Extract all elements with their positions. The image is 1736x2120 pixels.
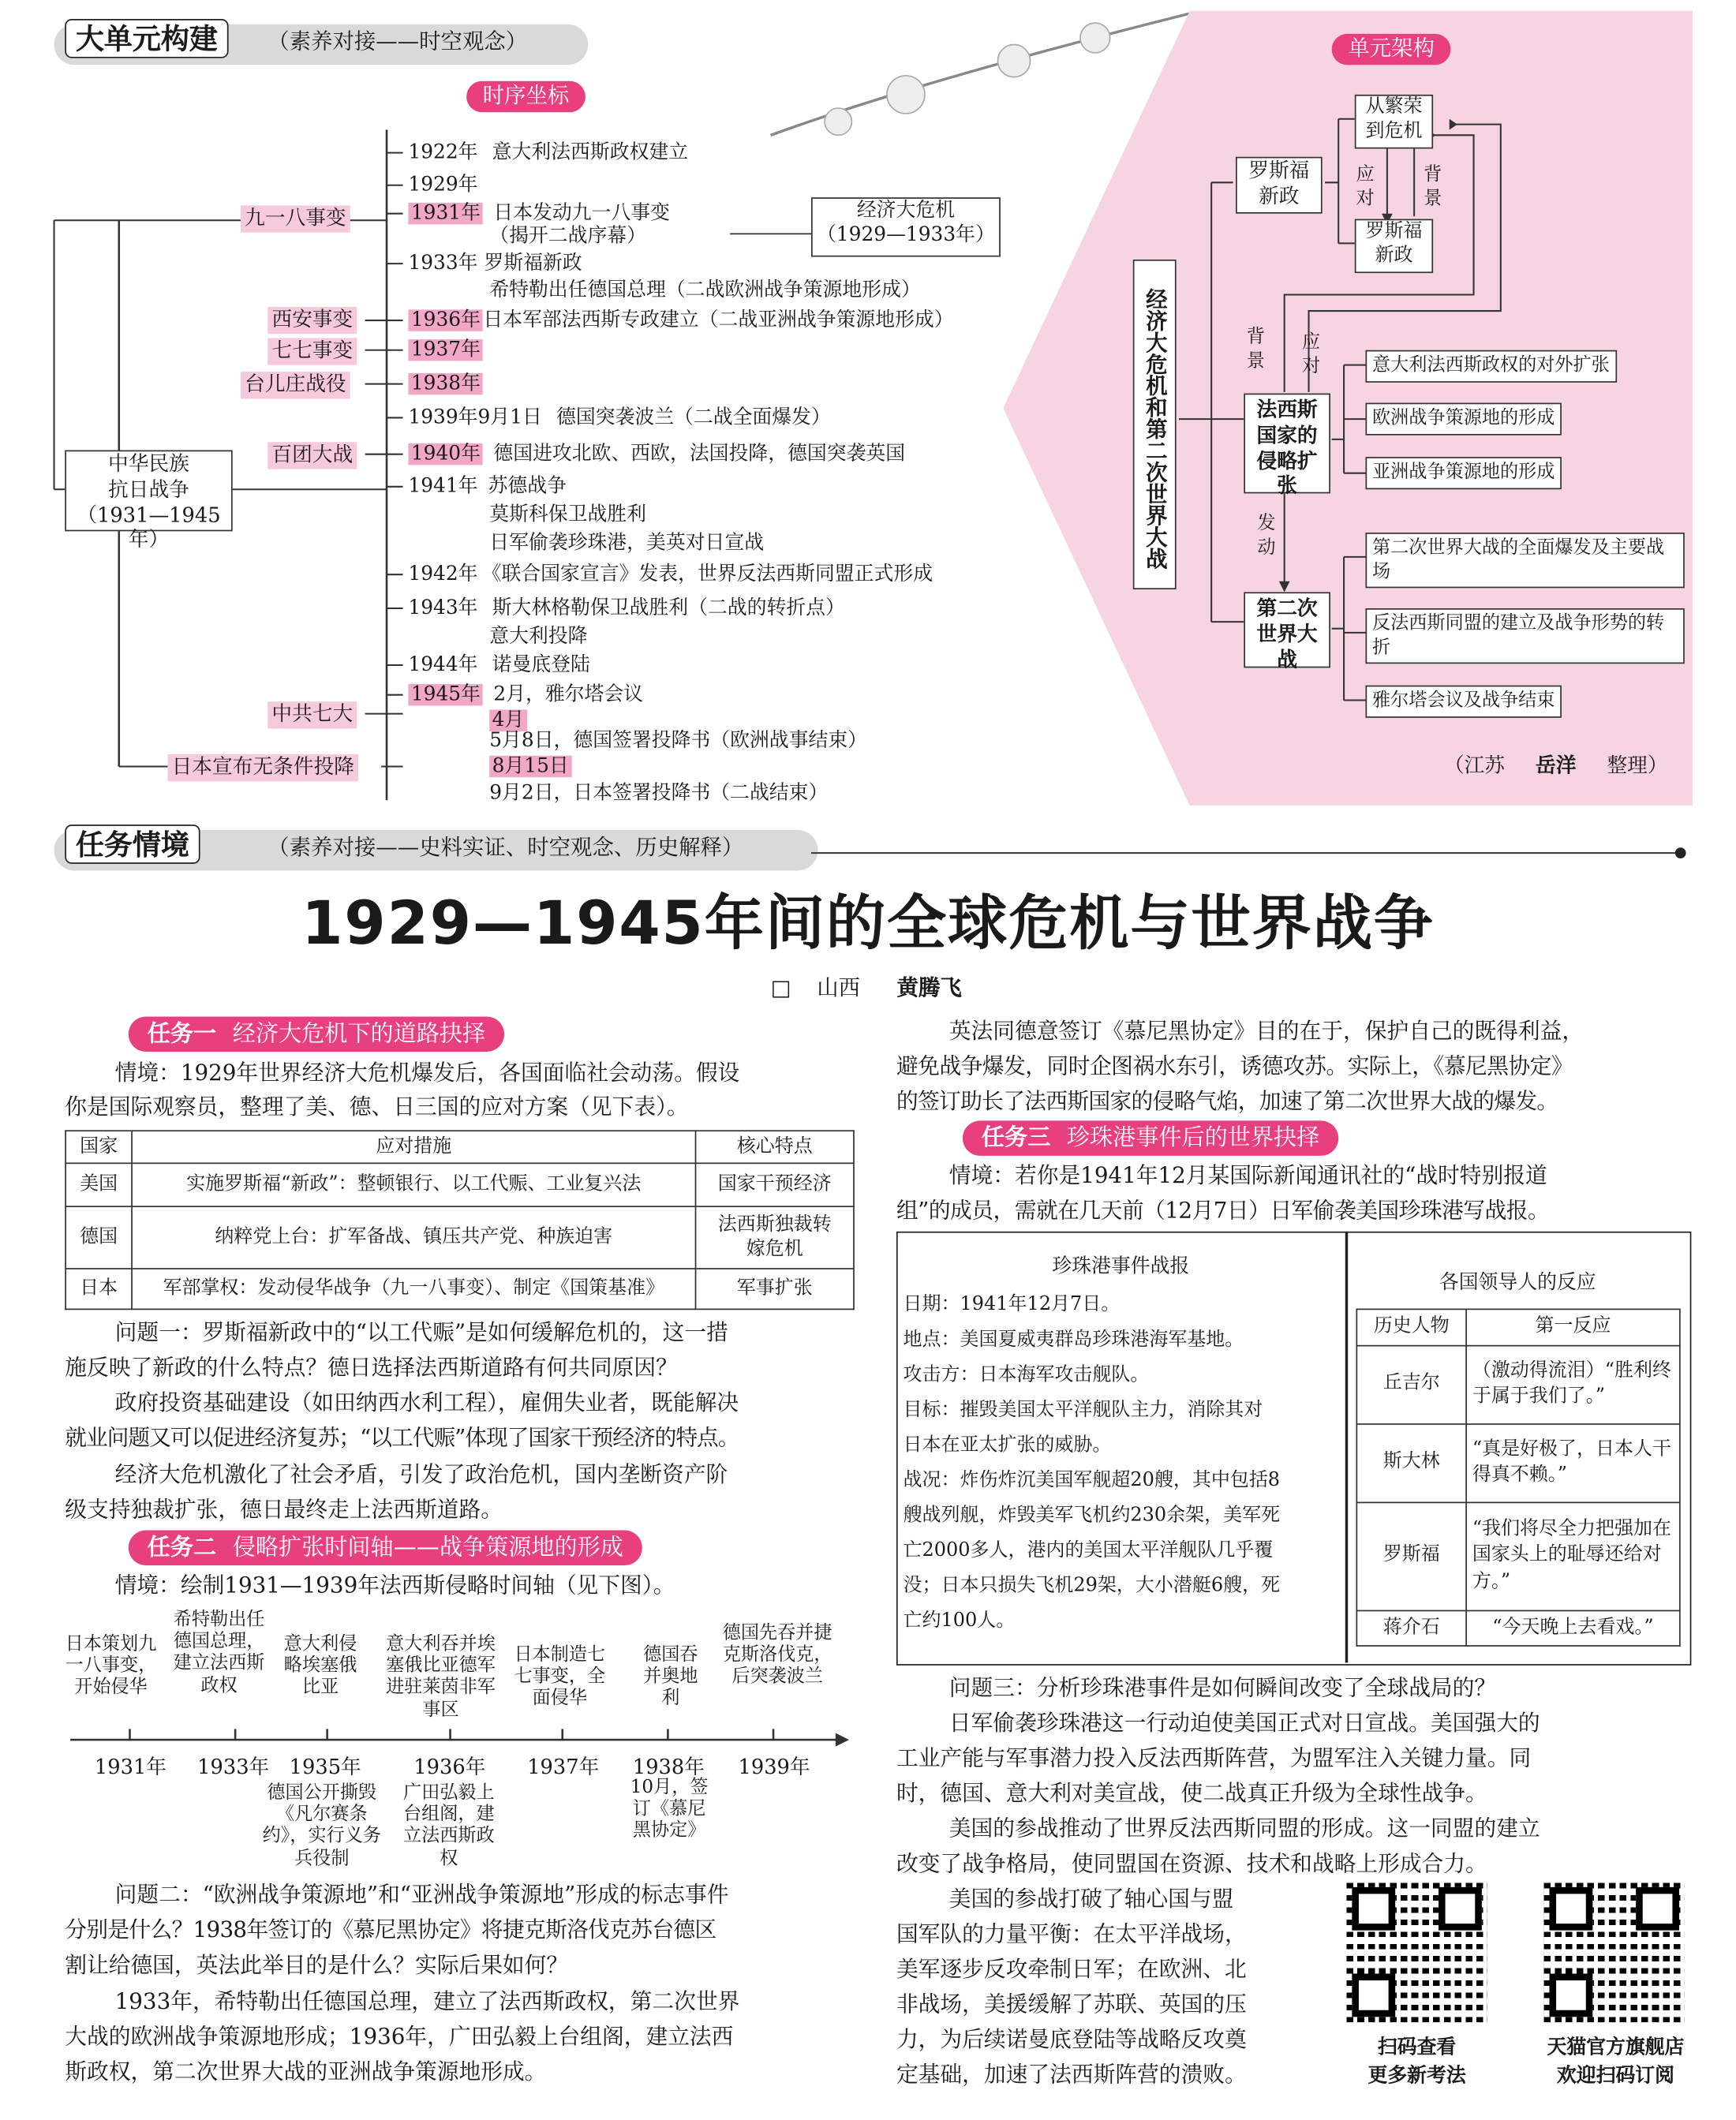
qr-code-left[interactable] — [1346, 1882, 1487, 2022]
t2-year-1936: 1936年 — [413, 1754, 486, 1779]
ww2-item-2-text: 反法西斯同盟的建立及战争形势的转折 — [1372, 612, 1665, 658]
q3-text: 问题三：分析珍珠港事件是如何瞬间改变了全球战局的？ — [948, 1674, 1497, 1701]
structure-launch-label: 发动 — [1257, 512, 1276, 559]
tl-year: 1944年 — [408, 654, 478, 676]
task2-a2-3 — [65, 2055, 546, 2090]
crisis-box-line1: 经济大危机 — [856, 200, 956, 222]
structure-respond2-label: 应对 — [1301, 331, 1321, 378]
qr-code-right[interactable] — [1544, 1882, 1685, 2022]
a3-3-text: 时，德国、意大利对美宣战，使二战真正升级为全球性战争。 — [896, 1780, 1487, 1807]
ww2-item-1 — [1365, 533, 1684, 588]
task1-intro-1-text: 情境：1929年世界经济大危机爆发后，各国面临社会动荡。假设 — [114, 1060, 740, 1086]
right-p1-3 — [896, 1084, 1558, 1120]
t2-year-1938: 1938年 — [632, 1754, 705, 1779]
t2-below-1935 — [260, 1782, 384, 1869]
tl-year: 1933年 — [408, 252, 478, 275]
a2-1-text: 1933年，希特勒出任德国总理，建立了法西斯政权，第二次世界 — [114, 1988, 740, 2014]
crisis-box-line2: （1929—1933年） — [817, 224, 995, 247]
qr-right-caption — [1514, 2035, 1717, 2092]
a2-2-text: 大战的欧洲战争策源地形成；1936年，广田弘毅上台组阁，建立法西 — [65, 2023, 734, 2050]
task3-a3-5 — [896, 1846, 1487, 1882]
a3-5-text: 改变了战争格局，使同盟国在资源、技术和战略上形成合力。 — [896, 1850, 1487, 1877]
ww2-label: 第二次世界大战 — [1256, 596, 1318, 671]
q1-1-text: 问题一：罗斯福新政中的“以工代赈”是如何缓解危机的，这一措 — [114, 1319, 728, 1345]
tl-year: 1943年 — [408, 597, 478, 619]
tl-year: 1937年 — [408, 339, 483, 361]
task1-label: 任务一 — [147, 1020, 217, 1048]
tl-year: 1936年 — [408, 309, 483, 331]
a2-3-text: 斯政权，第二次世界大战的亚洲战争策源地形成。 — [65, 2058, 547, 2084]
article-title: 1929—1945年间的全球危机与世界战争 — [301, 889, 1435, 959]
event-7th-congress: 中共七大 — [268, 701, 357, 727]
structure-fascist-box — [1244, 394, 1330, 498]
report-title: 珍珠港事件战报 — [1052, 1255, 1190, 1278]
structure-ww2-box — [1244, 592, 1330, 671]
task1-intro-2-text: 你是国际观察员，整理了美、德、日三国的应对方案（见下表）。 — [65, 1094, 689, 1120]
task1-intro-2 — [65, 1090, 862, 1125]
qr-right-line2: 欢迎扫码订阅 — [1556, 2065, 1674, 2088]
structure-background-label: 背景 — [1424, 163, 1442, 210]
tl-year: 1938年 — [408, 373, 483, 394]
task2-q2-1 — [115, 1878, 729, 1913]
structure-prosperity-box — [1355, 95, 1433, 149]
r-roosevelt: 罗斯福 — [1356, 1502, 1466, 1610]
tl-year: 1945年 — [408, 684, 483, 705]
task2-title: 侵略扩张时间轴——战争策源地的形成 — [232, 1534, 623, 1561]
tl-text: 2月，雅尔塔会议 — [493, 683, 644, 706]
section1-subtitle: （素养对接——时空观念） — [268, 28, 528, 54]
article-byline — [771, 974, 962, 1003]
structure-roosevelt-box — [1236, 157, 1323, 214]
tl-text: 日本发动九一八事变 — [493, 203, 670, 225]
task3-label: 任务三 — [981, 1124, 1051, 1152]
fascist-item-1: 意大利法西斯政权的对外扩张 — [1365, 350, 1616, 382]
byline-name: 黄腾飞 — [896, 974, 962, 1000]
roosevelt-label: 罗斯福新政 — [1248, 158, 1310, 208]
byline-place: 山西 — [817, 974, 861, 1000]
structure-main-box — [1133, 260, 1177, 589]
t2-below-1936-text: 广田弘毅上台组阁，建立法西斯政权 — [403, 1782, 495, 1869]
event-japan-surrender: 日本宣布无条件投降 — [167, 754, 358, 780]
cell-de-feature — [696, 1206, 854, 1269]
a3-1-text: 日军偷袭珍珠港这一行动迫使美国正式对日宣战。美国强大的 — [948, 1710, 1540, 1736]
report-line-7: 艘战列舰，炸毁美军飞机约230余架，美军死 — [903, 1504, 1281, 1527]
section2-subtitle: （素养对接——史料实证、时空观念、历史解释） — [268, 834, 744, 860]
task3-pill — [963, 1120, 1338, 1156]
t2-below-1936 — [400, 1782, 497, 1869]
task3-intro-1 — [949, 1158, 1547, 1194]
tl-text: 日本军部法西斯专政建立（二战亚洲战争策源地形成） — [483, 309, 954, 331]
tl-text: 莫斯科保卫战胜利 — [489, 504, 646, 526]
qr-left-caption — [1325, 2035, 1509, 2092]
qr-right-line1: 天猫官方旗舰店 — [1547, 2037, 1685, 2059]
a1-1-text: 政府投资基础建设（如田纳西水利工程），雇佣失业者，既能解决 — [114, 1389, 739, 1415]
task3-title: 珍珠港事件后的世界抉择 — [1066, 1124, 1320, 1152]
right-p1-1 — [949, 1014, 1584, 1049]
event-77: 七七事变 — [268, 338, 357, 364]
root-label-line1: 中华民族 — [108, 451, 189, 477]
fascist-item-2: 欧洲战争策源地的形成 — [1365, 403, 1561, 435]
roosevelt2-label: 罗斯福新政 — [1365, 220, 1423, 266]
t2-above-1933 — [170, 1609, 268, 1696]
report-line-10: 亡约100人。 — [903, 1610, 1016, 1632]
qr-left-line1: 扫码查看 — [1377, 2037, 1457, 2059]
t2-above-1938-text: 德国吞并奥地利 — [643, 1643, 698, 1710]
report-line-1: 日期：1941年12月7日。 — [903, 1293, 1121, 1316]
structure-title: 单元架构 — [1332, 34, 1451, 65]
r-churchill-text: （激动得流泪）“胜利终于属于我们了。” — [1466, 1345, 1680, 1423]
t2-above-1933-text: 希特勒出任德国总理，建立法西斯政权 — [173, 1608, 265, 1696]
t2-below-1935-text: 德国公开撕毁《凡尔赛条约》，实行义务兵役制 — [262, 1782, 381, 1869]
task3-a3-10 — [896, 2022, 1247, 2058]
t2-above-1935 — [284, 1633, 357, 1699]
task3-q3 — [949, 1671, 1496, 1707]
t2-above-1938 — [641, 1643, 700, 1709]
task2-pill — [129, 1531, 642, 1566]
tl-text: 4月 — [489, 710, 527, 731]
task3-a3-9 — [896, 1987, 1247, 2023]
task2-q2-2 — [65, 1912, 716, 1948]
a3-8-text: 美军逐步反攻牵制日军；在欧洲、北 — [896, 1956, 1247, 1982]
task3-intro-2 — [896, 1194, 1549, 1229]
cell-us: 美国 — [65, 1163, 132, 1206]
tl-year: 1922年 — [408, 141, 478, 164]
cell-jp-feature: 军事扩张 — [696, 1269, 854, 1309]
tl-text: 日军偷袭珍珠港，美英对日宣战 — [489, 533, 765, 555]
task1-a1-3 — [115, 1457, 728, 1493]
task3-a3-2 — [896, 1741, 1531, 1777]
section1-title: 大单元构建 — [65, 19, 228, 58]
r-stalin-text: “真是好极了，日本人干得真不赖。” — [1466, 1423, 1680, 1501]
a3-6-text: 美国的参战打破了轴心国与盟 — [948, 1886, 1234, 1912]
a1-4-text: 级支持独裁扩张，德日最终走上法西斯道路。 — [65, 1496, 503, 1523]
event-xian: 西安事变 — [268, 307, 357, 333]
right-p1-3-text: 的签订助长了法西斯国家的侵略气焰，加速了第二次世界大战的爆发。 — [896, 1088, 1558, 1114]
task2-intro — [115, 1568, 675, 1603]
right-p1-2 — [896, 1049, 1573, 1085]
th-measures: 应对措施 — [132, 1131, 695, 1163]
tl-text: 德国进攻北欧、西欧，法国投降，德国突袭英国 — [493, 443, 906, 466]
tl-text: 德国突袭波兰（二战全面爆发） — [556, 406, 831, 429]
prosperity-label: 从繁荣到危机 — [1365, 95, 1423, 142]
th-country: 国家 — [65, 1131, 132, 1163]
task1-a1-4 — [65, 1493, 503, 1528]
credit-role: 整理） — [1607, 753, 1668, 778]
ww2-item-3: 雅尔塔会议及战争结束 — [1365, 686, 1561, 717]
task2-label: 任务二 — [147, 1534, 217, 1561]
rh-reaction: 第一反应 — [1466, 1309, 1680, 1345]
a3-11-text: 定基础，加速了法西斯阵营的溃败。 — [896, 2061, 1247, 2088]
report-line-9: 没；日本只损失飞机29架，大小潜艇6艘，死 — [903, 1575, 1281, 1597]
cell-jp: 日本 — [65, 1269, 132, 1309]
cell-de-feature-text: 法西斯独裁转嫁危机 — [717, 1213, 832, 1261]
a3-4-text: 美国的参战推动了世界反法西斯同盟的形成。这一同盟的建立 — [948, 1815, 1540, 1841]
task1-q1-2 — [65, 1351, 678, 1386]
tl-year: 1942年 — [408, 563, 478, 585]
tl-text: 苏德战争 — [488, 476, 567, 498]
q2-2-text: 分别是什么？1938年签订的《慕尼黑协定》将捷克斯洛伐克苏台德区 — [65, 1916, 716, 1943]
reactions-title: 各国领导人的反应 — [1439, 1272, 1596, 1294]
task3-a3-11 — [896, 2058, 1247, 2093]
q1-2-text: 施反映了新政的什么特点？德日选择法西斯道路有何共同原因？ — [65, 1354, 678, 1381]
task2-axis — [65, 1728, 862, 1755]
t2-below-1938-text: 10月，签订《慕尼黑协定》 — [630, 1776, 709, 1842]
r-stalin: 斯大林 — [1356, 1423, 1466, 1501]
tl-text: 斯大林格勒保卫战胜利（二战的转折点） — [492, 597, 845, 619]
tl-text: 罗斯福新政 — [484, 252, 582, 275]
tl-text: 意大利投降 — [489, 626, 588, 648]
task3-report-divider — [1345, 1232, 1348, 1663]
tl-text: （揭开二战序幕） — [489, 226, 646, 248]
ww2-item-2 — [1365, 608, 1684, 664]
root-label-line3: （1931—1945年） — [77, 502, 221, 552]
t2-year-1937: 1937年 — [527, 1754, 600, 1779]
structure-bg2-label: 背景 — [1246, 325, 1265, 372]
cell-jp-measure: 军部掌权：发动侵华战争（九一八事变）、制定《国策基准》 — [132, 1269, 695, 1309]
a3-10-text: 力，为后续诺曼底登陆等战略反攻奠 — [896, 2026, 1247, 2052]
a3-2-text: 工业产能与军事潜力投入反法西斯阵营，为盟军注入关键力量。同 — [896, 1744, 1532, 1771]
credit-place: （江苏 — [1443, 753, 1505, 778]
t2-above-1936 — [381, 1633, 500, 1721]
task3-a3-3 — [896, 1776, 1487, 1812]
qr-left-line2: 更多新考法 — [1367, 2065, 1466, 2088]
report-line-4: 目标：摧毁美国太平洋舰队主力，消除其对 — [903, 1399, 1263, 1421]
tl-text: 8月15日 — [489, 756, 571, 777]
structure-credit — [1444, 753, 1668, 779]
t2-above-1931-text: 日本策划九一八事变，开始侵华 — [65, 1632, 157, 1699]
task1-title: 经济大危机下的道路抉择 — [232, 1020, 486, 1048]
fascist-label: 法西斯国家的侵略扩张 — [1256, 397, 1318, 498]
t2-above-1935-text: 意大利侵略埃塞俄比亚 — [283, 1632, 357, 1699]
a3-9-text: 非战场，美援缓解了苏联、英国的压 — [896, 1991, 1247, 2017]
t2-above-1936-text: 意大利吞并埃塞俄比亚德军进驻莱茵非军事区 — [386, 1632, 496, 1721]
tl-year: 1939年9月1日 — [408, 406, 542, 429]
cell-us-measure: 实施罗斯福“新政”：整顿银行、以工代赈、工业复兴法 — [132, 1163, 695, 1206]
report-line-6: 战况：炸伤炸沉美国军舰超20艘，其中包括8 — [903, 1469, 1281, 1491]
fascist-item-3: 亚洲战争策源地的形成 — [1365, 457, 1561, 488]
task3-a3-8 — [896, 1952, 1247, 1987]
th-feature: 核心特点 — [696, 1131, 854, 1163]
task2-intro-text: 情境：绘制1931—1939年法西斯侵略时间轴（见下图）。 — [114, 1572, 675, 1598]
tl-text: 诺曼底登陆 — [492, 654, 590, 676]
t2-above-1939-text: 德国先吞并捷克斯洛伐克，后突袭波兰 — [722, 1622, 832, 1688]
task1-table — [65, 1130, 855, 1310]
tl-text: 《联合国家宣言》发表，世界反法西斯同盟正式形成 — [481, 563, 933, 585]
root-label-line2: 抗日战争 — [108, 477, 189, 502]
task3-a3-6 — [949, 1882, 1234, 1917]
task2-a2-2 — [65, 2020, 733, 2055]
q2-3-text: 割让给德国，英法此举目的是什么？实际后果如何？ — [65, 1952, 569, 1978]
tl-text: 意大利法西斯政权建立 — [492, 141, 689, 164]
report-line-3: 攻击方：日本海军攻击舰队。 — [903, 1363, 1150, 1386]
task1-intro-1 — [115, 1056, 859, 1091]
event-taierzhuang: 台儿庄战役 — [241, 372, 350, 398]
task2-q2-3 — [65, 1948, 568, 1984]
report-line-2: 地点：美国夏威夷群岛珍珠港海军基地。 — [903, 1329, 1244, 1351]
task3-a3-1 — [949, 1706, 1540, 1741]
cell-de: 德国 — [65, 1206, 132, 1269]
byline-box: □ — [770, 974, 791, 1000]
structure-respond-label: 应对 — [1356, 163, 1375, 210]
tl-text: 希特勒出任德国总理（二战欧洲战争策源地形成） — [489, 279, 921, 302]
task1-pill — [129, 1016, 504, 1052]
task3-a3-4 — [949, 1812, 1540, 1847]
r-chiang: 蒋介石 — [1356, 1610, 1466, 1647]
ww2-item-1-text: 第二次世界大战的全面爆发及主要战场 — [1372, 537, 1665, 582]
event-baituan: 百团大战 — [268, 442, 357, 468]
r-chiang-text: “今天晚上去看戏。” — [1466, 1610, 1680, 1647]
r-roosevelt-text: “我们将尽全力把强加在国家头上的耻辱还给对方。” — [1466, 1502, 1680, 1610]
task1-a1-1 — [115, 1385, 739, 1421]
right-p1-2-text: 避免战争爆发，同时企图祸水东引，诱德攻苏。实际上，《慕尼黑协定》 — [896, 1053, 1573, 1079]
task3-intro-1-text: 情境：若你是1941年12月某国际新闻通讯社的“战时特别报道 — [948, 1162, 1547, 1189]
task2-a2-1 — [115, 1984, 740, 2020]
t2-above-1937 — [511, 1643, 608, 1709]
a1-2-text: 就业问题又可以促进经济复苏；“以工代赈”体现了国家干预经济的特点。 — [65, 1424, 739, 1451]
t2-above-1939 — [716, 1622, 838, 1688]
cell-de-measure: 纳粹党上台：扩军备战、镇压共产党、种族迫害 — [132, 1206, 695, 1269]
event-918: 九一八事变 — [241, 205, 350, 231]
t2-above-1937-text: 日本制造七七事变，全面侵华 — [514, 1643, 606, 1710]
task1-a1-2 — [65, 1421, 739, 1456]
t2-year-1933: 1933年 — [197, 1754, 270, 1779]
t2-above-1931 — [65, 1633, 157, 1699]
a1-3-text: 经济大危机激化了社会矛盾，引发了政治危机，国内垄断资产阶 — [114, 1461, 728, 1487]
cell-us-feature: 国家干预经济 — [696, 1163, 854, 1206]
tl-text: 5月8日，德国签署投降书（欧洲战事结束） — [489, 730, 868, 752]
a3-7-text: 国军队的力量平衡：在太平洋战场， — [896, 1920, 1247, 1947]
tl-year: 1941年 — [408, 476, 478, 498]
tl-year: 1929年 — [408, 174, 478, 196]
t2-year-1935: 1935年 — [289, 1754, 361, 1779]
rh-person: 历史人物 — [1356, 1309, 1466, 1345]
t2-year-1931: 1931年 — [94, 1754, 167, 1779]
r-churchill: 丘吉尔 — [1356, 1345, 1466, 1423]
task1-q1-1 — [115, 1315, 728, 1351]
section2-title: 任务情境 — [65, 824, 200, 864]
report-line-5: 日本在亚太扩张的威胁。 — [903, 1434, 1112, 1456]
timeline-title: 时序坐标 — [466, 81, 586, 112]
tl-text: 9月2日，日本签署投降书（二战结束） — [489, 783, 829, 805]
tl-year: 1940年 — [408, 443, 483, 465]
right-p1-1-text: 英法同德意签订《慕尼黑协定》目的在于，保护自己的既得利益， — [948, 1018, 1584, 1044]
report-line-8: 亡2000多人，港内的美国太平洋舰队几乎覆 — [903, 1539, 1274, 1561]
tl-year: 1931年 — [408, 203, 483, 224]
task3-a3-7 — [896, 1917, 1247, 1953]
q2-1-text: 问题二：“欧洲战争策源地”和“亚洲战争策源地”形成的标志事件 — [114, 1881, 729, 1908]
reactions-table — [1356, 1309, 1680, 1647]
structure-main-text: 经济大危机和第二次世界大战 — [1142, 287, 1169, 570]
task3-intro-2-text: 组”的成员，需就在几天前（12月7日）日军偷袭美国珍珠港写战报。 — [896, 1198, 1550, 1224]
credit-name: 岳洋 — [1536, 753, 1577, 778]
report-body — [904, 1287, 1339, 1638]
structure-roosevelt2-box — [1355, 219, 1433, 274]
section2-rule — [811, 847, 1690, 860]
t2-year-1939: 1939年 — [738, 1754, 810, 1779]
t2-below-1938 — [630, 1776, 708, 1841]
